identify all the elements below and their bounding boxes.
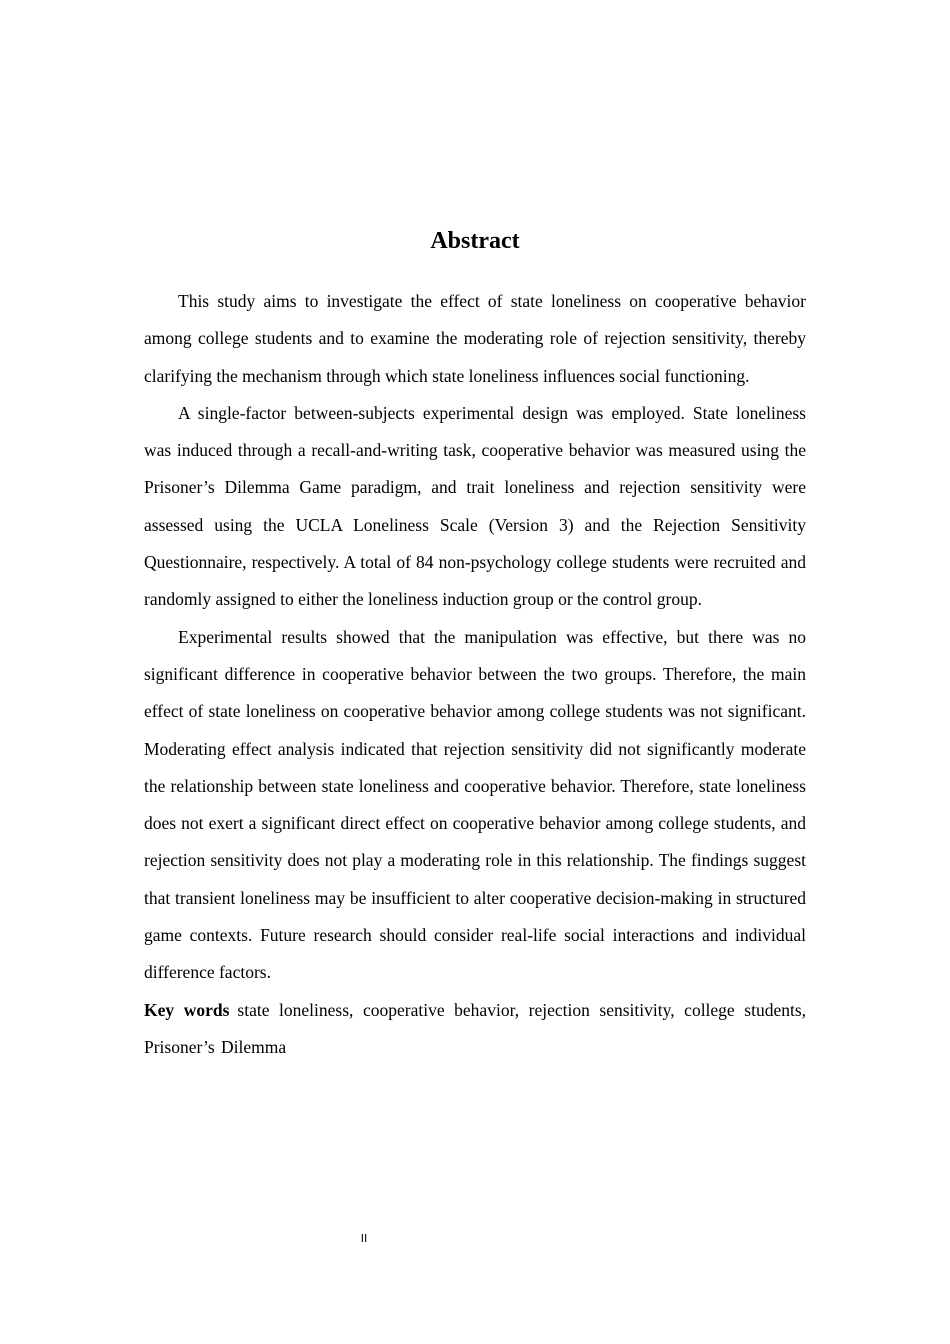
- abstract-paragraph-method: A single-factor between-subjects experimental design was employed. State loneliness was induced through a recall-and-writing task, cooperative behavior was measured using the Prisoner’s Dilemma Game paradigm, and trait loneliness and rejection sensitivity were assessed using the UCLA Loneliness Scale (Version 3) and the Rejection Sensitivity Questionnaire, respectively. A total of 84 non-psychology college students were recruited and randomly assigned to either the loneliness induction group or the control group.: [144, 402, 806, 610]
- keywords-label: Key words: [144, 999, 230, 1020]
- abstract-body: [144, 283, 806, 1066]
- abstract-paragraph-results: Experimental results showed that the manipulation was effective, but there was no significant difference in cooperative behavior between the two groups. Therefore, the main effect of state loneliness on cooperative behavior among college students was not significant. Moderating effect analysis indicated that rejection sensitivity did not significantly moderate the relationship between state loneliness and cooperative behavior. Therefore, state loneliness does not exert a significant direct effect on cooperative behavior among college students, and rejection sensitivity does not play a moderating role in this relationship. The findings suggest that transient loneliness may be insufficient to alter cooperative decision-making in structured game contexts. Future research should consider real-life social interactions and individual difference factors.: [144, 626, 806, 983]
- abstract-title: Abstract: [430, 228, 520, 254]
- keywords-text: state loneliness, cooperative behavior, rejection sensitivity, college students, Prisoner’s Dilemma: [144, 999, 807, 1057]
- page-number: II: [360, 1232, 368, 1245]
- abstract-paragraph-aim: This study aims to investigate the effect of state loneliness on cooperative behavior among college students and to examine the moderating role of rejection sensitivity, thereby clarifying the mechanism through which state loneliness influences social functioning.: [144, 291, 806, 386]
- keywords-line: [144, 992, 806, 1067]
